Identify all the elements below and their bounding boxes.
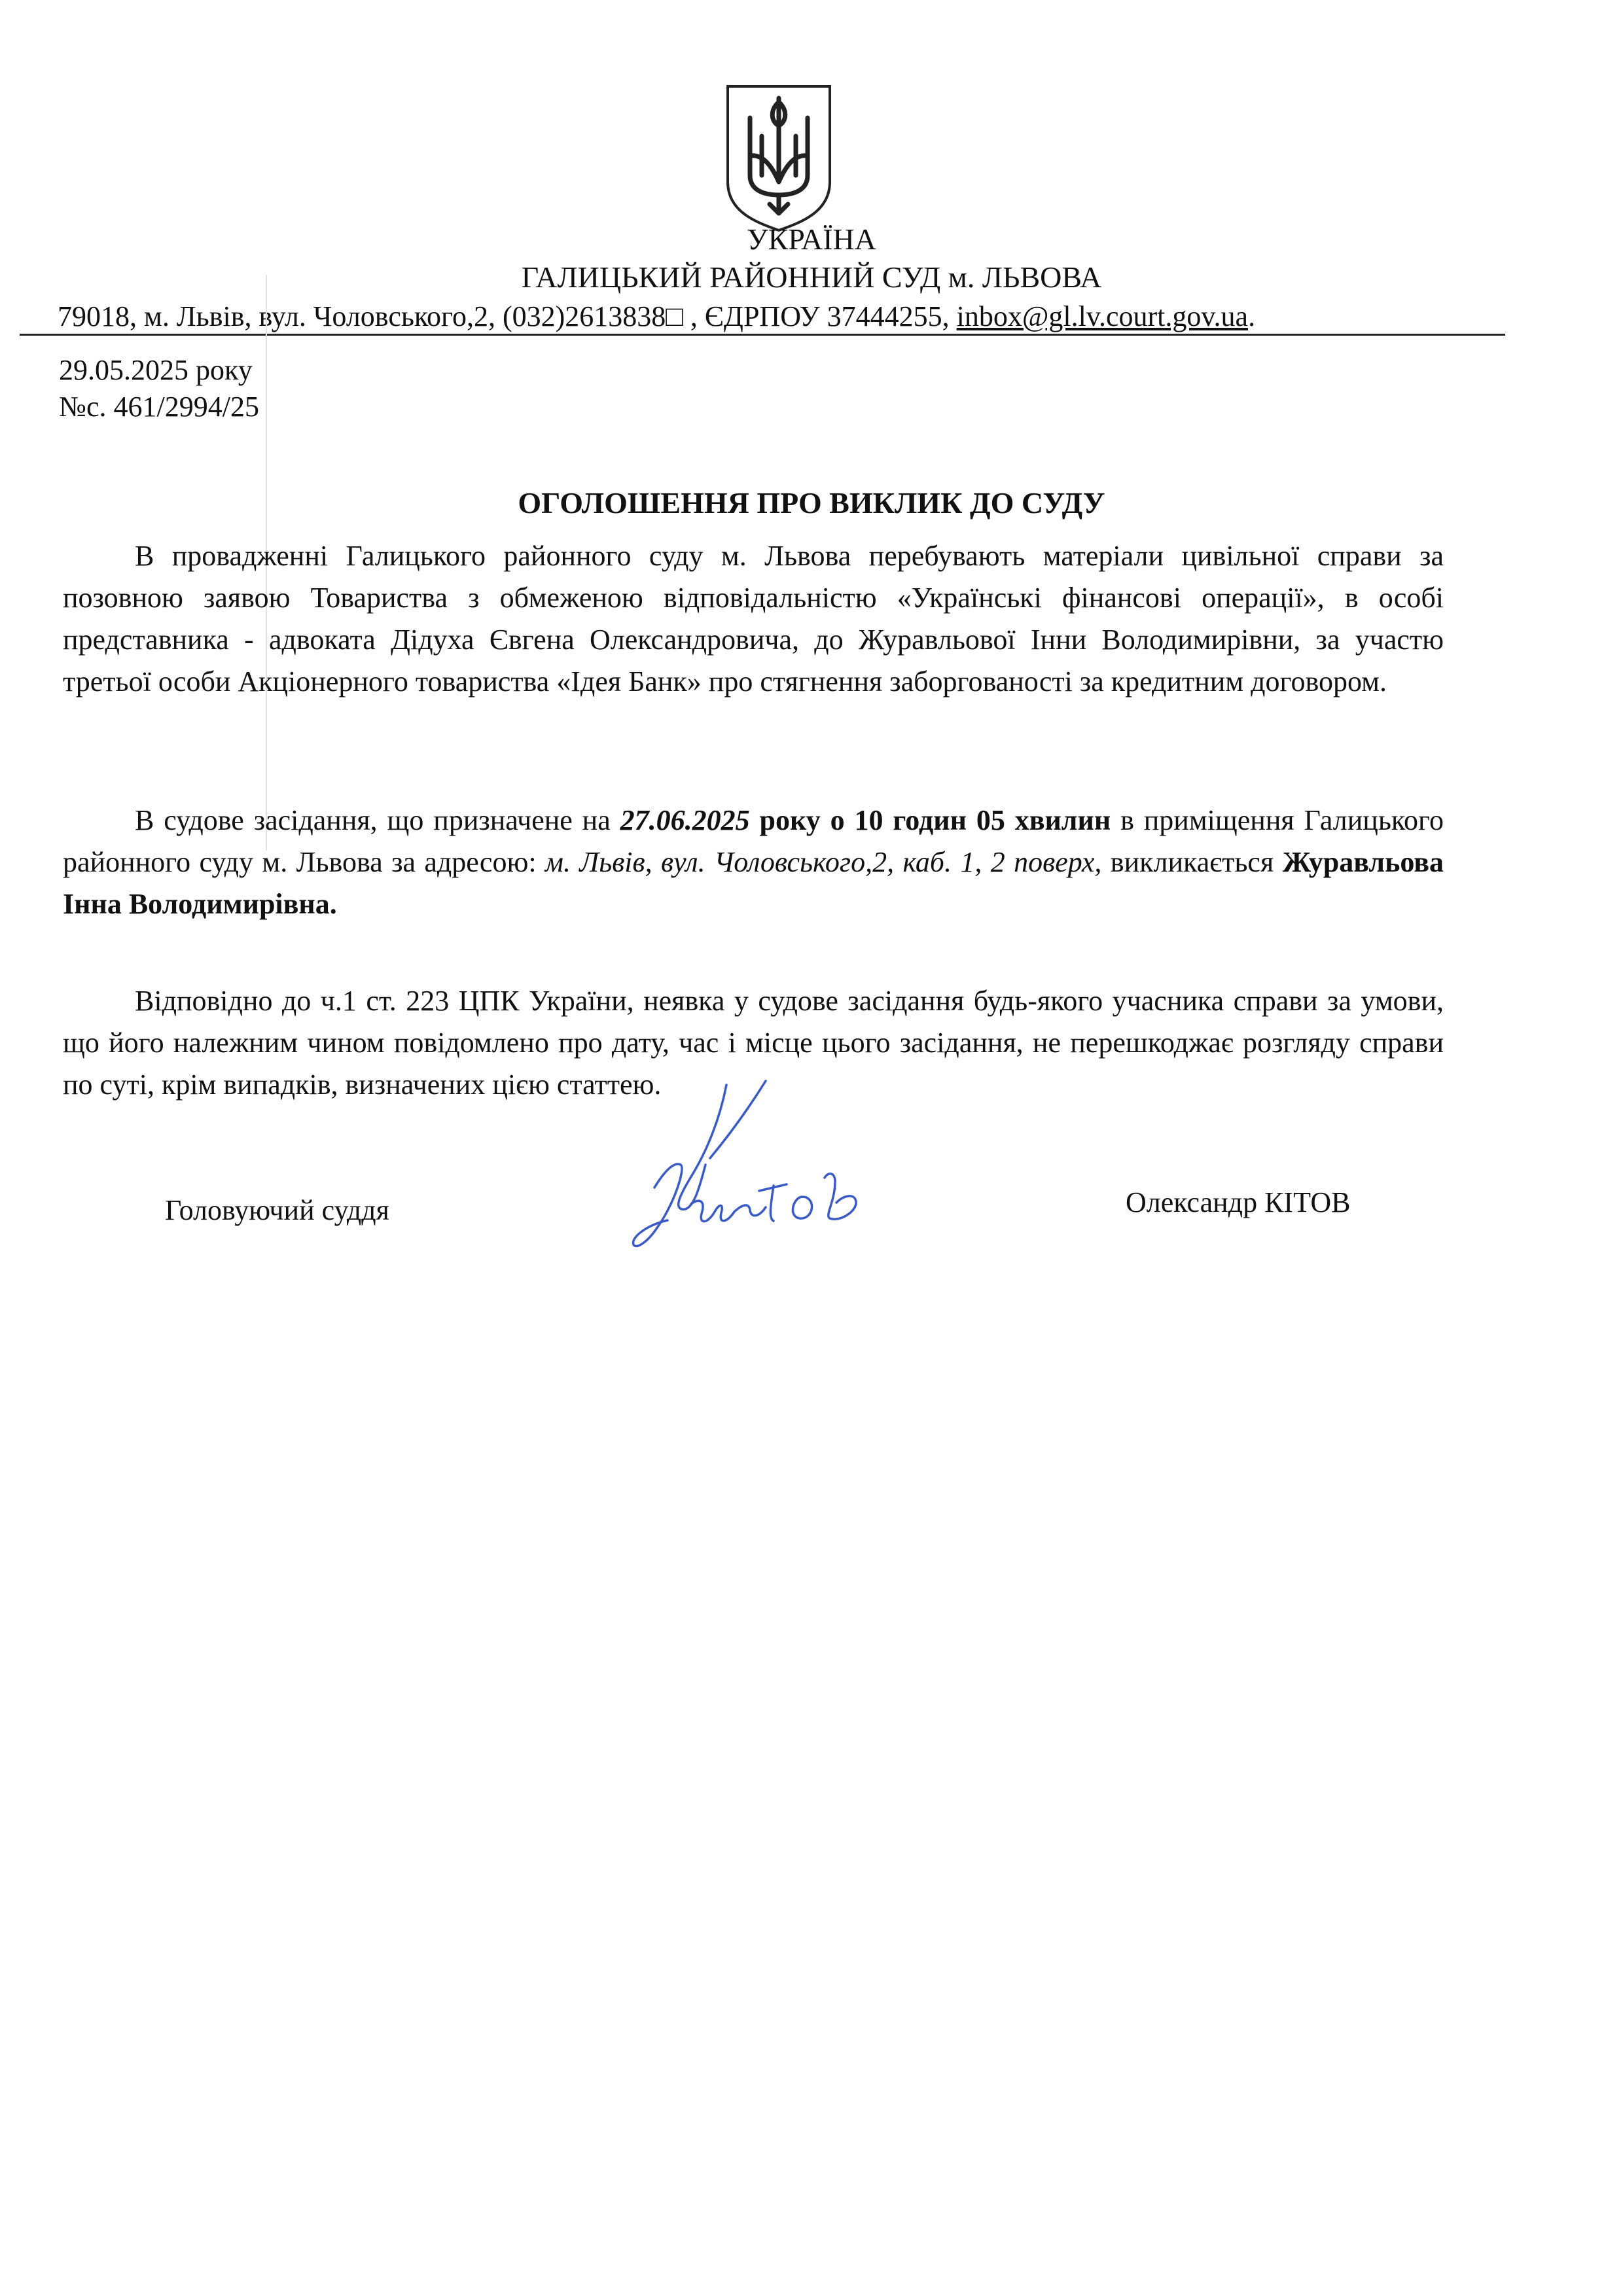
- court-contacts-line: [58, 298, 1504, 335]
- case-paragraph-text: В провадженні Галицького районного суду м. Львова перебувають матеріали цивільної справи за позовною заявою Товариства з обмеженою відповідальністю «Українські фінансові операції», в особі представника - адвоката Дідуха Євгена Олександровича, до Журавльової Інни Володимирівни, за участю третьої особи Акціонерного товариства «Ідея Банк» про стягнення заборгованості за кредитним договором.: [63, 540, 1444, 698]
- case-number: №с. 461/2994/25: [59, 391, 259, 423]
- coat-of-arms-icon: [724, 84, 834, 232]
- court-name-heading: ГАЛИЦЬКИЙ РАЙОННИЙ СУД м. ЛЬВОВА: [521, 260, 1102, 294]
- hearing-paragraph: [63, 800, 1444, 925]
- hearing-text-2: в приміщення Галицького районного суду м. Львова за адресою:: [63, 804, 1444, 878]
- hearing-text-3: викликається: [1101, 846, 1283, 878]
- hearing-date: 27.06.2025: [620, 804, 750, 836]
- contacts-suffix: .: [1248, 300, 1256, 332]
- case-paragraph: [63, 535, 1444, 703]
- hearing-time: року о 10 годин 05 хвилин: [749, 804, 1111, 836]
- country-heading: УКРАЇНА: [747, 222, 876, 256]
- judge-role: Головуючий суддя: [165, 1194, 389, 1226]
- hearing-address: м. Львів, вул. Чоловського,2, каб. 1, 2 поверх,: [544, 846, 1102, 878]
- document-title: ОГОЛОШЕННЯ ПРО ВИКЛИК ДО СУДУ: [518, 486, 1105, 520]
- handwritten-signature: [628, 1073, 942, 1269]
- law-paragraph-text: Відповідно до ч.1 ст. 223 ЦПК України, неявка у судове засідання будь-якого учасника справи за умови, що його належним чином повідомлено про дату, час і місце цього засідання, не перешкоджає розгляду справи по суті, крім випадків, визначених цією статтею.: [63, 985, 1444, 1101]
- summoned-person: Журавльова Інна Володимирівна.: [63, 846, 1444, 920]
- court-email-link[interactable]: inbox@gl.lv.court.gov.ua: [956, 300, 1249, 332]
- document-date: 29.05.2025 року: [59, 354, 253, 386]
- header-divider: [20, 334, 1505, 336]
- judge-name: Олександр КІТОВ: [1126, 1186, 1351, 1218]
- hearing-text-1: В судове засідання, що призначене на: [135, 804, 620, 836]
- court-address-text: 79018, м. Львів, вул. Чоловського,2, (032)2613838□ , ЄДРПОУ 37444255,: [58, 300, 957, 332]
